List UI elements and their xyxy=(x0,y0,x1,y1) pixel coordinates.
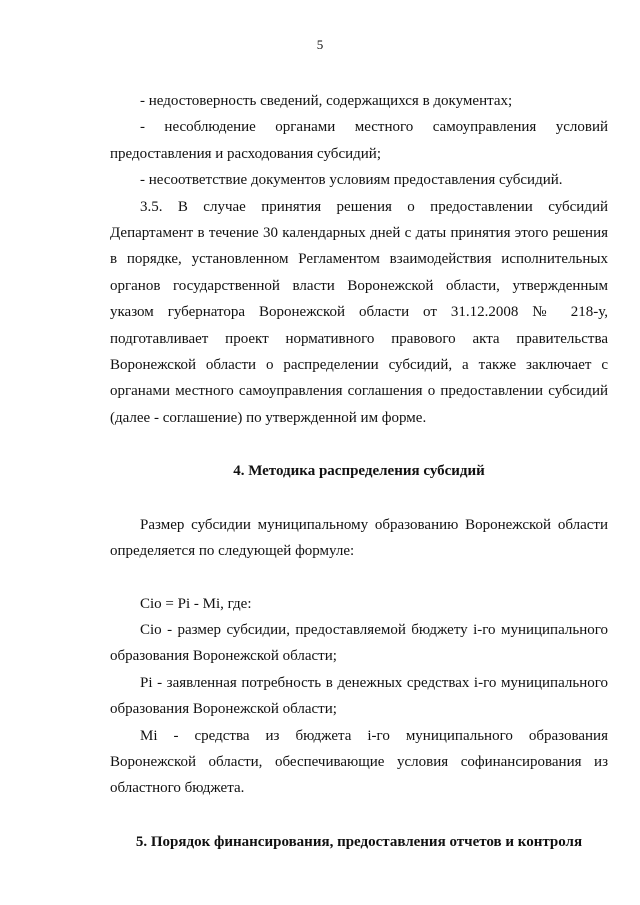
page-number: 5 xyxy=(316,37,324,52)
list-item-unreliable-info: - недостоверность сведений, содержащихся в документах; xyxy=(140,93,513,109)
spacer xyxy=(110,802,608,829)
paragraph-formula-intro: Размер субсидии муниципальному образованию Воронежской области определяется по следующей формуле: xyxy=(110,516,608,560)
section-heading-5: 5. Порядок финансирования, предоставления отчетов и контроля xyxy=(135,833,583,850)
definition-cio: Сio - размер субсидии, предоставляемой бюджету i-го муниципального образования Воронежской области; xyxy=(110,621,608,665)
formula: Сio = Pi - Mi, где: xyxy=(140,595,252,612)
definition-mi: Mi - средства из бюджета i-го муниципального образования Воронежской области, обеспечивающие условия софинансирования из областного бюджета. xyxy=(110,727,608,797)
spacer xyxy=(110,565,608,591)
list-item-document-mismatch: - несоответствие документов условиям предоставления субсидий. xyxy=(140,172,563,189)
definition-pi: Pi - заявленная потребность в денежных средствах i-го муниципального образования Воронежской области; xyxy=(110,674,608,718)
paragraph-3-5: 3.5. В случае принятия решения о предоставлении субсидий Департамент в течение 30 календарных дней с даты принятия этого решения в порядке, установленном Регламентом взаимодействия исполнительных органов государственной власти Воронежской области, утвержденным указом губернатора Воронежской области от 31.12.2008 № 218-у, подготавливает проект нормативного правового акта правительства Воронежской области о распределении субсидий, а также заключает с органами местного самоуправления соглашения о предоставлении субсидий (далее - соглашение) по утвержденной им форме. xyxy=(110,198,608,426)
list-item-noncompliance: - несоблюдение органами местного самоуправления условий предоставления и расходования субсидий; xyxy=(110,119,608,162)
document-body xyxy=(110,88,608,855)
section-heading-4: 4. Методика распределения субсидий xyxy=(233,463,485,480)
spacer xyxy=(110,485,608,512)
spacer xyxy=(110,431,608,458)
